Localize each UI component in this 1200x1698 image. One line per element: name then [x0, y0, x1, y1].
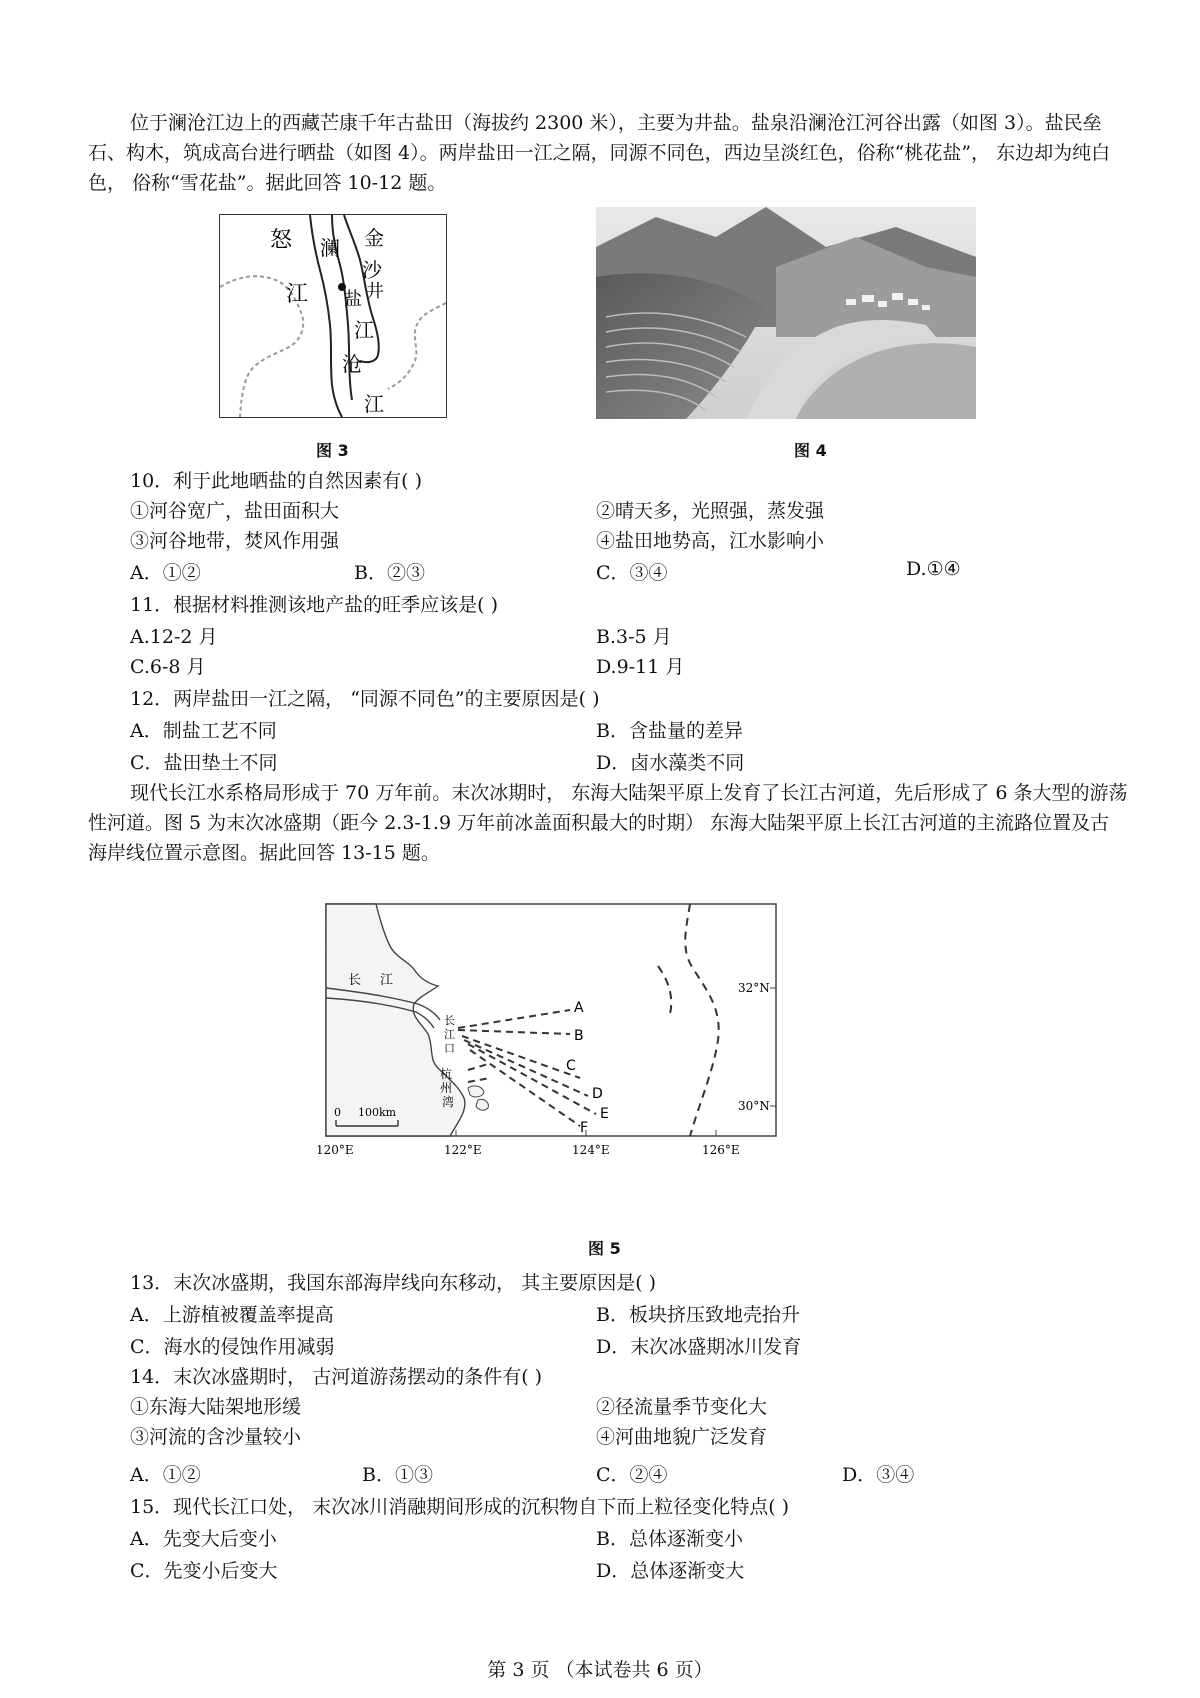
figure-5-caption: 图 5 [588, 1239, 621, 1258]
lat-label-30n: 30°N [738, 1099, 770, 1113]
place-label-chang: 长 [348, 973, 362, 988]
label-lan: 澜 [320, 236, 340, 260]
lon-label-126e: 126°E [702, 1143, 740, 1157]
q12-choice-c: C．盐田垫土不同 [130, 752, 278, 774]
label-nu: 怒 [270, 228, 293, 253]
channel-label-a: A [574, 1000, 584, 1016]
channel-label-b: B [574, 1028, 584, 1044]
q13-choice-c: C．海水的侵蚀作用减弱 [130, 1336, 335, 1358]
q14-item-4: ④河曲地貌广泛发育 [596, 1426, 768, 1448]
q10-item-1: ①河谷宽广，盐田面积大 [130, 500, 340, 522]
figure-5-map [318, 900, 794, 1168]
q11-choice-c: C.6-8 月 [130, 656, 206, 678]
passage-1-text: 位于澜沧江边上的西藏芒康千年古盐田（海拔约 2300 米），主要为井盐。盐泉沿澜沧江河谷出露（如图 3）。盐民垒石、构木，筑成高台进行晒盐（如图 4）。两岸盐田一江之隔，同源不同色，西边呈淡红色，俗称“桃花盐”， 东边却为纯白色， 俗称“雪花盐”。据此回答 10-12 题。 [88, 112, 1111, 194]
lon-label-124e: 124°E [572, 1143, 610, 1157]
figure-4-svg [596, 207, 976, 419]
q15-choice-c: C．先变小后变大 [130, 1560, 278, 1582]
figure-4-photo [596, 207, 976, 419]
label-jiang-mid: 江 [354, 318, 374, 342]
q12-stem: 12．两岸盐田一江之隔， “同源不同色”的主要原因是( ) [130, 688, 600, 710]
passage-2-text: 现代长江水系格局形成于 70 万年前。末次冰期时， 东海大陆架平原上发育了长江古河道，先后形成了 6 条大型的游荡性河道。图 5 为末次冰盛期（距今 2.3-1.9 万年前冰盖面积最大的时期） 东海大陆架平原上长江古河道的主流路位置及古海岸线位置示意图。据此回答 13-15 题。 [88, 782, 1128, 864]
lon-label-120e: 120°E [318, 1143, 354, 1157]
q10-item-3: ③河谷地带，焚风作用强 [130, 530, 340, 552]
q14-choice-d: D．③④ [842, 1464, 915, 1486]
q10-item-2: ②晴天多，光照强，蒸发强 [596, 500, 825, 522]
place-label-jiang: 江 [380, 973, 394, 988]
q13-choice-d: D．末次冰盛期冰川发育 [596, 1336, 802, 1358]
q14-choice-a: A．①② [130, 1464, 201, 1486]
label-jing: 井 [366, 281, 384, 302]
q14-item-3: ③河流的含沙量较小 [130, 1426, 302, 1448]
page-footer: 第 3 页 （本试卷共 6 页） [487, 1659, 713, 1681]
figure-5-svg [318, 900, 794, 1168]
q15-choice-a: A．先变大后变小 [130, 1528, 277, 1550]
passage-1 [88, 108, 1128, 198]
channel-label-c: C [566, 1058, 576, 1074]
channel-label-f: F [580, 1120, 589, 1136]
q13-choice-a: A．上游植被覆盖率提高 [130, 1304, 334, 1326]
place-label-kou-2: 江 [444, 1028, 455, 1041]
figure-3-map [219, 214, 447, 418]
figure-3-caption: 图 3 [316, 441, 349, 460]
scale-zero: 0 [334, 1106, 341, 1119]
q11-choice-b: B.3-5 月 [596, 626, 672, 648]
q15-choice-b: B．总体逐渐变小 [596, 1528, 743, 1550]
label-jiang-s: 江 [364, 392, 384, 416]
q10-choice-a: A．①② [130, 562, 201, 584]
q10-choice-b: B．②③ [354, 562, 425, 584]
place-label-kou-1: 长 [444, 1014, 455, 1027]
q14-item-2: ②径流量季节变化大 [596, 1396, 768, 1418]
label-jiang-w: 江 [286, 282, 309, 307]
q14-item-1: ①东海大陆架地形缓 [130, 1396, 302, 1418]
place-label-wan: 湾 [442, 1095, 455, 1109]
q15-choice-d: D．总体逐渐变大 [596, 1560, 745, 1582]
q12-choice-a: A．制盐工艺不同 [130, 720, 277, 742]
place-label-hang: 杭 [440, 1067, 453, 1081]
figure-3-svg [220, 215, 446, 417]
place-label-kou-3: 口 [444, 1042, 455, 1055]
label-jin: 金 [364, 226, 384, 250]
channel-label-e: E [600, 1106, 609, 1122]
q13-choice-b: B．板块挤压致地壳抬升 [596, 1304, 800, 1326]
place-label-zhou: 州 [440, 1081, 453, 1095]
q10-stem: 10．利于此地晒盐的自然因素有( ) [130, 470, 423, 492]
q11-stem: 11．根据材料推测该地产盐的旺季应该是( ) [130, 594, 499, 616]
q12-choice-d: D．卤水藻类不同 [596, 752, 745, 774]
lat-label-32n: 32°N [738, 981, 770, 995]
q15-stem: 15．现代长江口处， 末次冰川消融期间形成的沉积物自下而上粒径变化特点( ) [130, 1496, 790, 1518]
q11-choice-a: A.12-2 月 [130, 626, 218, 648]
passage-2 [88, 778, 1128, 868]
lon-label-122e: 122°E [444, 1143, 482, 1157]
q12-choice-b: B．含盐量的差异 [596, 720, 743, 742]
figure-4-caption: 图 4 [794, 441, 827, 460]
q14-choice-c: C．②④ [596, 1464, 668, 1486]
channel-label-d: D [592, 1086, 603, 1102]
q10-choice-c: C．③④ [596, 562, 668, 584]
label-sha: 沙 [362, 258, 382, 282]
q11-choice-d: D.9-11 月 [596, 656, 685, 678]
label-cang: 沧 [342, 352, 362, 376]
q10-item-4: ④盐田地势高，江水影响小 [596, 530, 825, 552]
scale-distance: 100km [358, 1106, 397, 1119]
label-yan: 盐 [344, 289, 362, 310]
q14-choice-b: B．①③ [362, 1464, 433, 1486]
q10-choice-d: D.①④ [906, 558, 961, 580]
q13-stem: 13．末次冰盛期，我国东部海岸线向东移动， 其主要原因是( ) [130, 1272, 657, 1294]
q14-stem: 14．末次冰盛期时， 古河道游荡摆动的条件有( ) [130, 1366, 543, 1388]
